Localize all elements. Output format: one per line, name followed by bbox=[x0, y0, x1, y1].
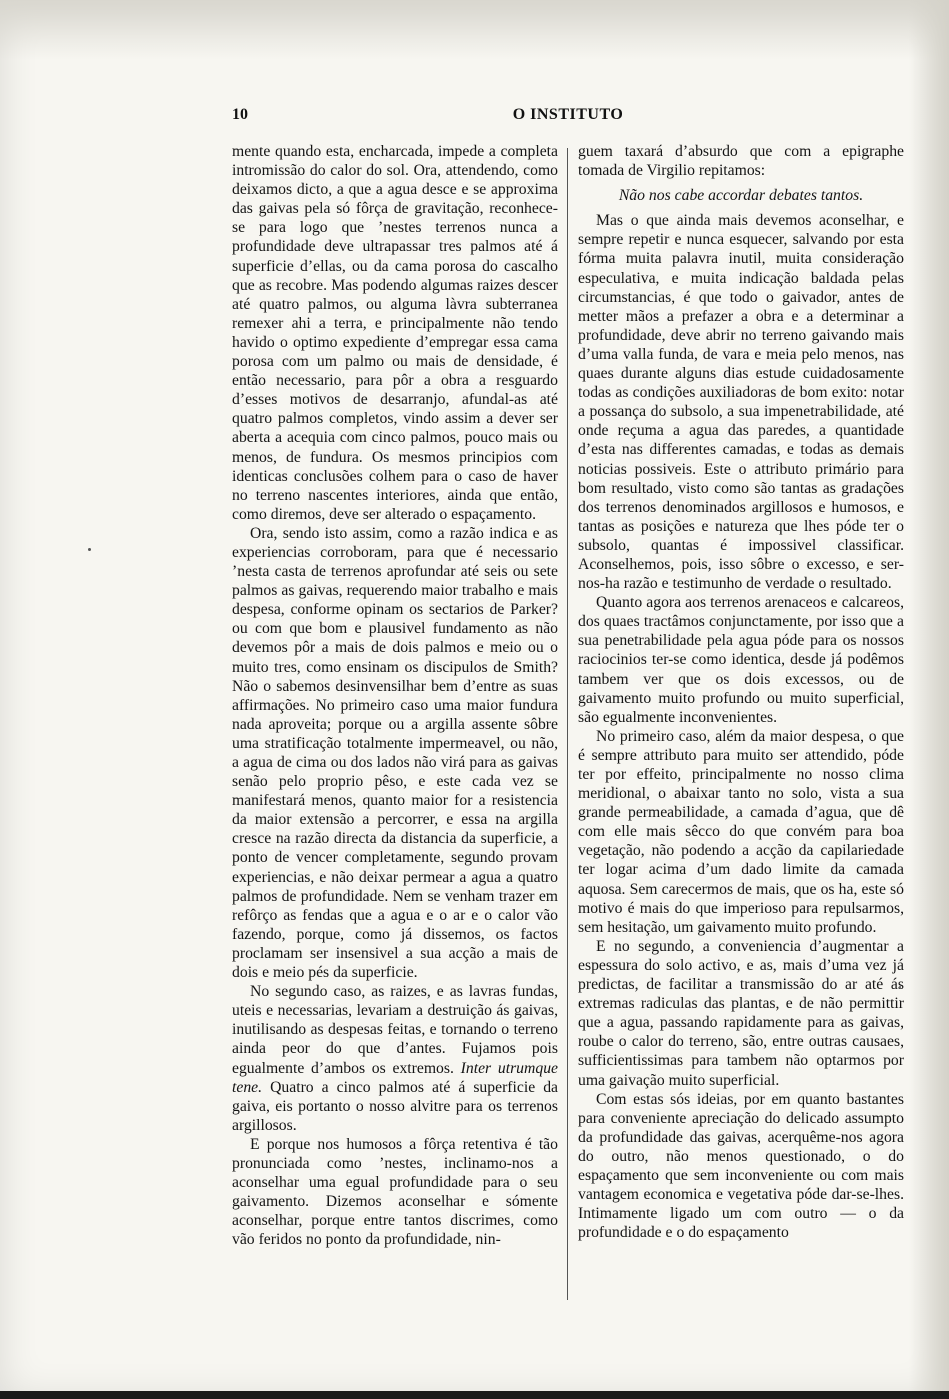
paragraph: Mas o que ainda mais devemos aconselhar, e sempre repetir e nunca esquecer, salvando por esta fórma muita palavra inutil, muita consideração especulativa, e muita indicação baldada pelas circumstancias, é que todo o gaivador, antes de metter mãos a prefazer a obra e a determinar a profundidade, deve abrir no terreno gaivando mais d’uma valla funda, de vara e meia pelo menos, nas quaes durante alguns dias estude cuidadosamente todas as condições auxiliadoras de bom exito: notar a possança do subsolo, a sua impenetrabilidade, até onde reçuma a agua das paredes, a quantidade d’esta nas differentes camadas, e todas as demais noticias possiveis. Este o attributo primário para bom resultado, visto como são tantas as gradações dos terrenos denominados argillosos e humosos, e tantas as posições e natureza que lhes póde ter o subsolo, quantas é impossivel classificar. Aconselhemos, pois, isso sôbre o excesso, e ser-nos-ha razão e testimunho de verdade o resultado. bbox=[578, 212, 904, 593]
paragraph: E porque nos humosos a fôrça retentiva é tão pronunciada como ’nestes, inclinamo-nos a aconselhar uma egual profundidade para o seu gaivamento. Dizemos aconselhar e sómente aconselhar, porque entre tantos discrimes, como vão feridos no ponto da profundidade, nin- bbox=[232, 1135, 558, 1249]
running-title: O INSTITUTO bbox=[512, 106, 624, 123]
paragraph bbox=[232, 982, 558, 1135]
paragraph: E no segundo, a conveniencia d’augmentar a espessura do solo activo, e as, mais d’uma vez já predictas, de facilitar a transmissão do ar até ás extremas radiculas das plantas, e de não permittir que a agua, passando rapidamente para as gaivas, roube o calor do terreno, são, entre outras causaes, sufficientissimas para tambem não optarmos por uma gaivação muito superficial. bbox=[578, 937, 904, 1089]
epigraph-quote: Não nos cabe accordar debates tantos. bbox=[618, 187, 864, 205]
paragraph: No primeiro caso, além da maior despesa, o que é sempre attributo para muito ser attendido, póde ter por effeito, principalmente no nosso clima meridional, o abaixar tanto no solo, vista a sua grande permeabilidade, a camada d’agua, que dê com elle mais sêcco do que convém para boa vegetação, não podendo a acção da capilariedade ter logar acima d’um dado limite da camada aquosa. Sem carecermos de mais, que os ha, este só motivo é mais do que imperioso para repulsarmos, sem hesitação, um gaivamento muito profundo. bbox=[578, 727, 904, 936]
page-header bbox=[232, 106, 904, 130]
paragraph: Quanto agora aos terrenos arenaceos e calcareos, dos quaes tractâmos conjunctamente, por isso que a sua penetrabilidade pela agua póde para os nossos raciocinios ter-se como identica, desde já podêmos tambem ver que os dois excessos, ou de gaivamento muito profundo ou muito superficial, são egualmente inconvenientes. bbox=[578, 594, 904, 726]
paragraph: mente quando esta, encharcada, impede a completa intromissão do calor do sol. Ora, attendendo, como deixamos dicto, a que a agua desce e se approxima das gaivas pela só fôrça de gravitação, reconhece-se para logo que ’nestes terrenos nunca a profundidade deve ultrapassar tres palmos até á superficie d’ellas, ou da cama porosa do cascalho que as recobre. Mas podendo algumas raizes descer até quatro palmos, ou alguma làvra subterranea remexer ahi a terra, e principalmente não tendo havido o optimo expediente d’empregar essa cama porosa com um palmo ou mais de densidade, é então necessario, para pôr a obra a resguardo d’esses motivos de desarranjo, afundal-as até quatro palmos completos, vindo assim a dever ser aberta a acequia com cinco palmos, pouco mais ou menos, de fundura. Os mesmos principios com identicas conclusões colhem para o caso de haver no terreno nascentes interiores, ainda que então, como diremos, deve ser alterado o espaçamento. bbox=[232, 143, 558, 523]
paragraph: guem taxará d’absurdo que com a epigraphe tomada de Virgilio repitamos: bbox=[578, 143, 904, 180]
left-column bbox=[232, 142, 558, 1249]
scan-border-bottom bbox=[0, 1391, 949, 1399]
paragraph: Com estas sós ideias, por em quanto bastantes para conveniente apreciação do delicado assumpto da profundidade das gaivas, acerquême-nos agora do outro, não menos questionado, o do espaçamento que sem inconveniente ou com mais vantagem economica e vegetativa póde dar-se-lhes. Intimamente ligado um com outro — o da profundidade e o do espaçamento bbox=[578, 1090, 904, 1242]
paragraph: Ora, sendo isto assim, como a razão indica e as experiencias corroboram, para que é necessario ’nesta casta de terrenos aprofundar até seis ou sete palmos as gaivas, requerendo maior trabalho e mais despesa, conforme opinam os sectarios de Parker? ou com que bom e plausivel fundamento as não devemos pôr a mais de dois palmos e meio ou o muito tres, como ensinam os discipulos de Smith? Não o sabemos desinvensilhar bem d’entre as suas affirmações. No primeiro caso uma maior fundura nada aproveita; porque ou a argilla assente sôbre uma stratificação totalmente impermeavel, ou não, a agua de cima ou dos lados não virá para as gaivas senão pelo proprio pêso, e este cada vez se manifestará menos, quanto maior for a resistencia da maior extensão a percorrer, e essa na argilla cresce na razão directa da distancia da superficie, a ponto de vencer completamente, segundo provam experiencias, e não deixar permear a agua a quatro palmos de profundidade. Nem se venham trazer em refôrço as fendas que a agua e o ar e o calor vão fazendo, porque, como já dissemos, os factos proclamam ser insensivel a sua acção a mais de dois e meio pés da superficie. bbox=[232, 524, 558, 982]
paper-shadow-top bbox=[0, 0, 949, 60]
page-number: 10 bbox=[232, 106, 248, 123]
right-column bbox=[578, 142, 904, 1242]
paragraph-text: Quatro a cinco palmos até á superficie da gaiva, eis portanto o nosso alvitre para os terrenos argillosos. bbox=[232, 1078, 558, 1134]
column-divider bbox=[567, 148, 568, 1300]
scan-speck bbox=[88, 548, 91, 551]
paper-shadow-right bbox=[909, 0, 949, 1399]
latin-quote: Inter utrumque tene. bbox=[232, 1059, 558, 1096]
paragraph-text: No segundo caso, as raizes, e as lavras fundas, uteis e necessarias, levariam a destruição ás gaivas, inutilisando as despesas feitas, e tornando o terreno ainda peor do que d’antes. Fujamos pois egualmente d’ambos os extremos. bbox=[232, 983, 558, 1077]
